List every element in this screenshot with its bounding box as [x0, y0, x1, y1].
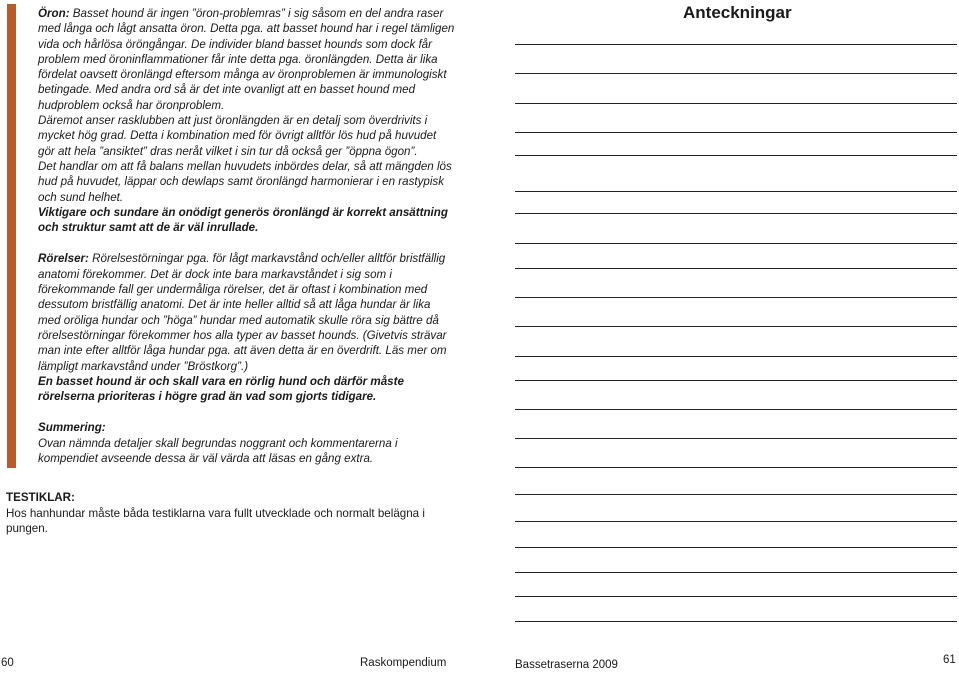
rorelser-bold: En basset hound är och skall vara en rörlig hund och därför måste rörelserna prioriteras i högre grad än vad som gjorts tidigare. — [38, 374, 404, 404]
oron-paragraph — [38, 6, 456, 113]
testiklar-text: Hos hanhundar måste båda testiklarna vara fullt utvecklade och normalt belägna i pungen. — [6, 506, 425, 536]
note-line — [515, 467, 957, 468]
left-page-number: 60 — [1, 657, 14, 669]
note-line — [515, 132, 957, 133]
note-line — [515, 621, 957, 622]
note-line — [515, 521, 957, 522]
left-footer-title: Raskompendium — [360, 657, 447, 669]
notes-title: Anteckningar — [683, 3, 792, 22]
note-line — [515, 547, 957, 548]
oron-text: Basset hound är ingen ”öron-problemras” i sig såsom en del andra raser med långa och lågt ansatta öron. Detta pga. att basset hound har i regel tämligen vida och hårlösa öröngångar. De individer bland basset hounds som dock får problem med öroninflammationer får inte detta pga. öronlängden. Detta är lika fördelat oavsett öronlängd eftersom många av öronproblemen är immunologiskt betingade. Med andra ord så är det inte ovanligt att en basset hound med hudproblem också har öronproblem. — [38, 7, 455, 112]
rorelser-label: Rörelser: — [38, 252, 89, 266]
note-line — [515, 356, 957, 357]
oron-paragraph-2: Däremot anser rasklubben att just öronlängden är en detalj som överdrivits i mycket hög grad. Detta i kombination med för övrigt alltför lös hud på huvudet gör att hela ”ansiktet” dras neråt vilket i sin tur då också ger ”öppna ögon”. — [38, 114, 437, 158]
note-line — [515, 572, 957, 573]
left-column — [38, 6, 456, 466]
note-line — [515, 103, 957, 104]
summering-text: Ovan nämnda detaljer skall begrundas noggrant och kommentarerna i kompendiet avseende dessa är väl värda att läsas en gång extra. — [38, 436, 398, 466]
note-line — [515, 268, 957, 269]
rorelser-paragraph — [38, 251, 456, 373]
right-page-number: 61 — [943, 654, 956, 666]
spacer — [38, 235, 456, 251]
oron-paragraph-3: Det handlar om att få balans mellan huvudets inbördes delar, så att mängden lös hud på huvudet, läppar och dewlaps samt öronlängd harmonierar i en rastypisk och sund helhet. — [38, 159, 452, 204]
note-line — [515, 73, 957, 74]
note-line — [515, 44, 957, 45]
testiklar-section — [6, 490, 456, 537]
note-line — [515, 409, 957, 410]
oron-label: Öron: — [38, 7, 70, 20]
accent-bar — [7, 4, 16, 468]
note-line — [515, 380, 957, 381]
summering-label: Summering: — [38, 421, 106, 435]
testiklar-label: TESTIKLAR: — [6, 491, 75, 504]
spacer — [38, 404, 456, 420]
note-line — [515, 596, 957, 597]
summering-paragraph — [38, 420, 456, 466]
rorelser-text: Rörelsestörningar pga. för lågt markavstånd och/eller alltför bristfällig anatomi förekommer. Det är dock inte bara markavståndet i sig som i förekommande fall ger undermåliga rörelser, det är oftast i kombination med dessutom bristfällig anatomi. Det är inte heller alltid så att låga hundar är lika med oröliga hundar och ”höga” hundar med automatik skulle röra sig bättre då rörelsestörningar förekommer hos alla typer av basset hounds. (Givetvis strävar man inte efter alltför låga hundar pga. att även detta är en överdrift. Läs mer om lämpligt markavstånd under ”Bröstkorg”.) — [38, 252, 447, 373]
note-line — [515, 191, 957, 192]
note-line — [515, 155, 957, 156]
oron-paragraph-4: Viktigare och sundare än onödigt generös öronlängd är korrekt ansättning och struktur samt att de är väl inrullade. — [38, 205, 448, 235]
note-line — [515, 494, 957, 495]
note-line — [515, 438, 957, 439]
note-line — [515, 326, 957, 327]
note-line — [515, 297, 957, 298]
note-line — [515, 213, 957, 214]
right-footer-title: Bassetraserna 2009 — [515, 659, 618, 671]
note-line — [515, 243, 957, 244]
